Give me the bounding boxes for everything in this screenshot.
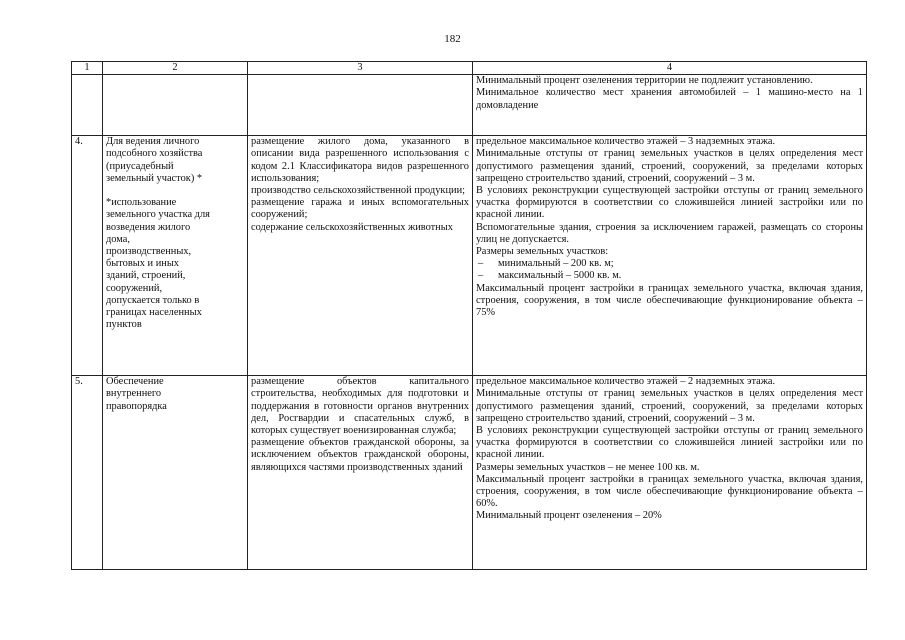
use-name-cell [103,376,248,570]
footnote-line: зданий, строений, [106,270,186,282]
cont-num-cell [72,75,103,136]
param-paragraph: Вспомогательные здания, строения за исключением гаражей, размещать со стороны улиц не допускается. [476,221,863,245]
use-name-line: (приусадебный [106,160,174,172]
description-paragraph: размещение жилого дома, указанного в описании вида разрешенного использования с кодом 2.1 Классификатора видов разрешенного использования; [251,136,469,184]
footnote-line: *использование [106,197,177,209]
footnote-line: границах населенных [106,307,202,319]
use-description-cell [248,136,473,376]
footnote-line: сооружений, [106,282,163,294]
footnote-line: возведения жилого [106,221,191,233]
description-paragraph: производство сельскохозяйственной продукции; [251,185,466,197]
use-description-cell [248,376,473,570]
row-number: 5. [72,376,103,570]
parameters-cell [473,376,867,570]
footnote-line: дома, [106,233,130,245]
header-cell-1: 1 [72,62,103,75]
table-row-5 [72,376,867,570]
size-list-item [476,258,863,270]
param-paragraph: Максимальный процент застройки в границах земельного участка, включая здания, строения, сооружения, в том числе обеспечивающие функционирование объекта – 60%. [476,473,863,510]
cont-desc-cell [248,75,473,136]
zoning-table [71,61,867,570]
param-paragraph: Минимальный процент озеленения – 20% [476,510,662,522]
param-paragraph: Минимальный процент озеленения территории не подлежит установлению. [476,75,813,87]
header-cell-4: 4 [473,62,867,75]
param-paragraph: Размеры земельных участков: [476,246,609,258]
page-number: 182 [444,33,461,45]
param-paragraph: предельное максимальное количество этажей – 3 надземных этажа. [476,136,776,148]
footnote-line: бытовых и иных [106,258,180,270]
use-name-line: земельный участок) * [106,172,203,184]
description-paragraph: размещение объектов гражданской обороны, за исключением объектов гражданской обороны, являющихся частями производственных зданий [251,437,469,473]
cont-params-cell [473,75,867,136]
footnote-line: пунктов [106,319,142,331]
parameters-cell [473,136,867,376]
row-number: 4. [72,136,103,376]
description-paragraph: содержание сельскохозяйственных животных [251,221,453,233]
size-text: максимальный – 5000 кв. м. [498,270,622,282]
use-name-line: Для ведения личного [106,136,200,148]
header-cell-2: 2 [103,62,248,75]
param-paragraph: Минимальное количество мест хранения автомобилей – 1 машино-место на 1 домовладение [476,87,863,111]
dash-marker: – [478,258,484,270]
footnote-line: земельного участка для [106,209,210,221]
table-header-row [72,62,867,75]
footnote-line: производственных, [106,246,192,258]
table-row-continuation [72,75,867,136]
param-paragraph: Минимальные отступы от границ земельных участков в целях определения мест допустимого размещения зданий, строений, сооружений, за пределами которых запрещено строительство зданий, строений, сооружений – 3 м. [476,148,863,184]
use-name-cell [103,136,248,376]
param-paragraph: Минимальные отступы от границ земельных участков в целях определения мест допустимого размещения зданий, строений, сооружений, за пределами которых запрещено строительство зданий, строений, сооружений – 3 м. [476,388,863,424]
use-name-line: правопорядка [106,400,167,412]
use-name-line: подсобного хозяйства [106,148,203,160]
size-text: минимальный – 200 кв. м; [498,258,614,270]
description-paragraph: размещение объектов капитального строительства, необходимых для подготовки и поддержания в готовности органов внутренних дел, Росгвардии и спасательных служб, в которых существует военизированная служба; [251,376,469,437]
footnote-line: допускается только в [106,294,200,306]
header-cell-3: 3 [248,62,473,75]
use-name-line: внутреннего [106,388,162,400]
spacer [106,185,244,197]
param-paragraph: В условиях реконструкции существующей застройки отступы от границ земельного участка формируются в соответствии со сложившейся линией застройки или по красной линии. [476,425,863,461]
param-paragraph: предельное максимальное количество этажей – 2 надземных этажа. [476,376,776,388]
table-row-4 [72,136,867,376]
param-paragraph: Размеры земельных участков – не менее 100 кв. м. [476,461,700,473]
size-list-item [476,270,863,282]
param-paragraph: Максимальный процент застройки в границах земельного участка, включая здания, строения, сооружения, в том числе обеспечивающие функционирование объекта – 75% [476,282,863,319]
cont-name-cell [103,75,248,136]
use-name-line: Обеспечение [106,376,164,388]
description-paragraph: размещение гаража и иных вспомогательных сооружений; [251,197,469,221]
dash-marker: – [478,270,484,282]
param-paragraph: В условиях реконструкции существующей застройки отступы от границ земельного участка формируются в соответствии со сложившейся линией застройки или по красной линии. [476,185,863,221]
